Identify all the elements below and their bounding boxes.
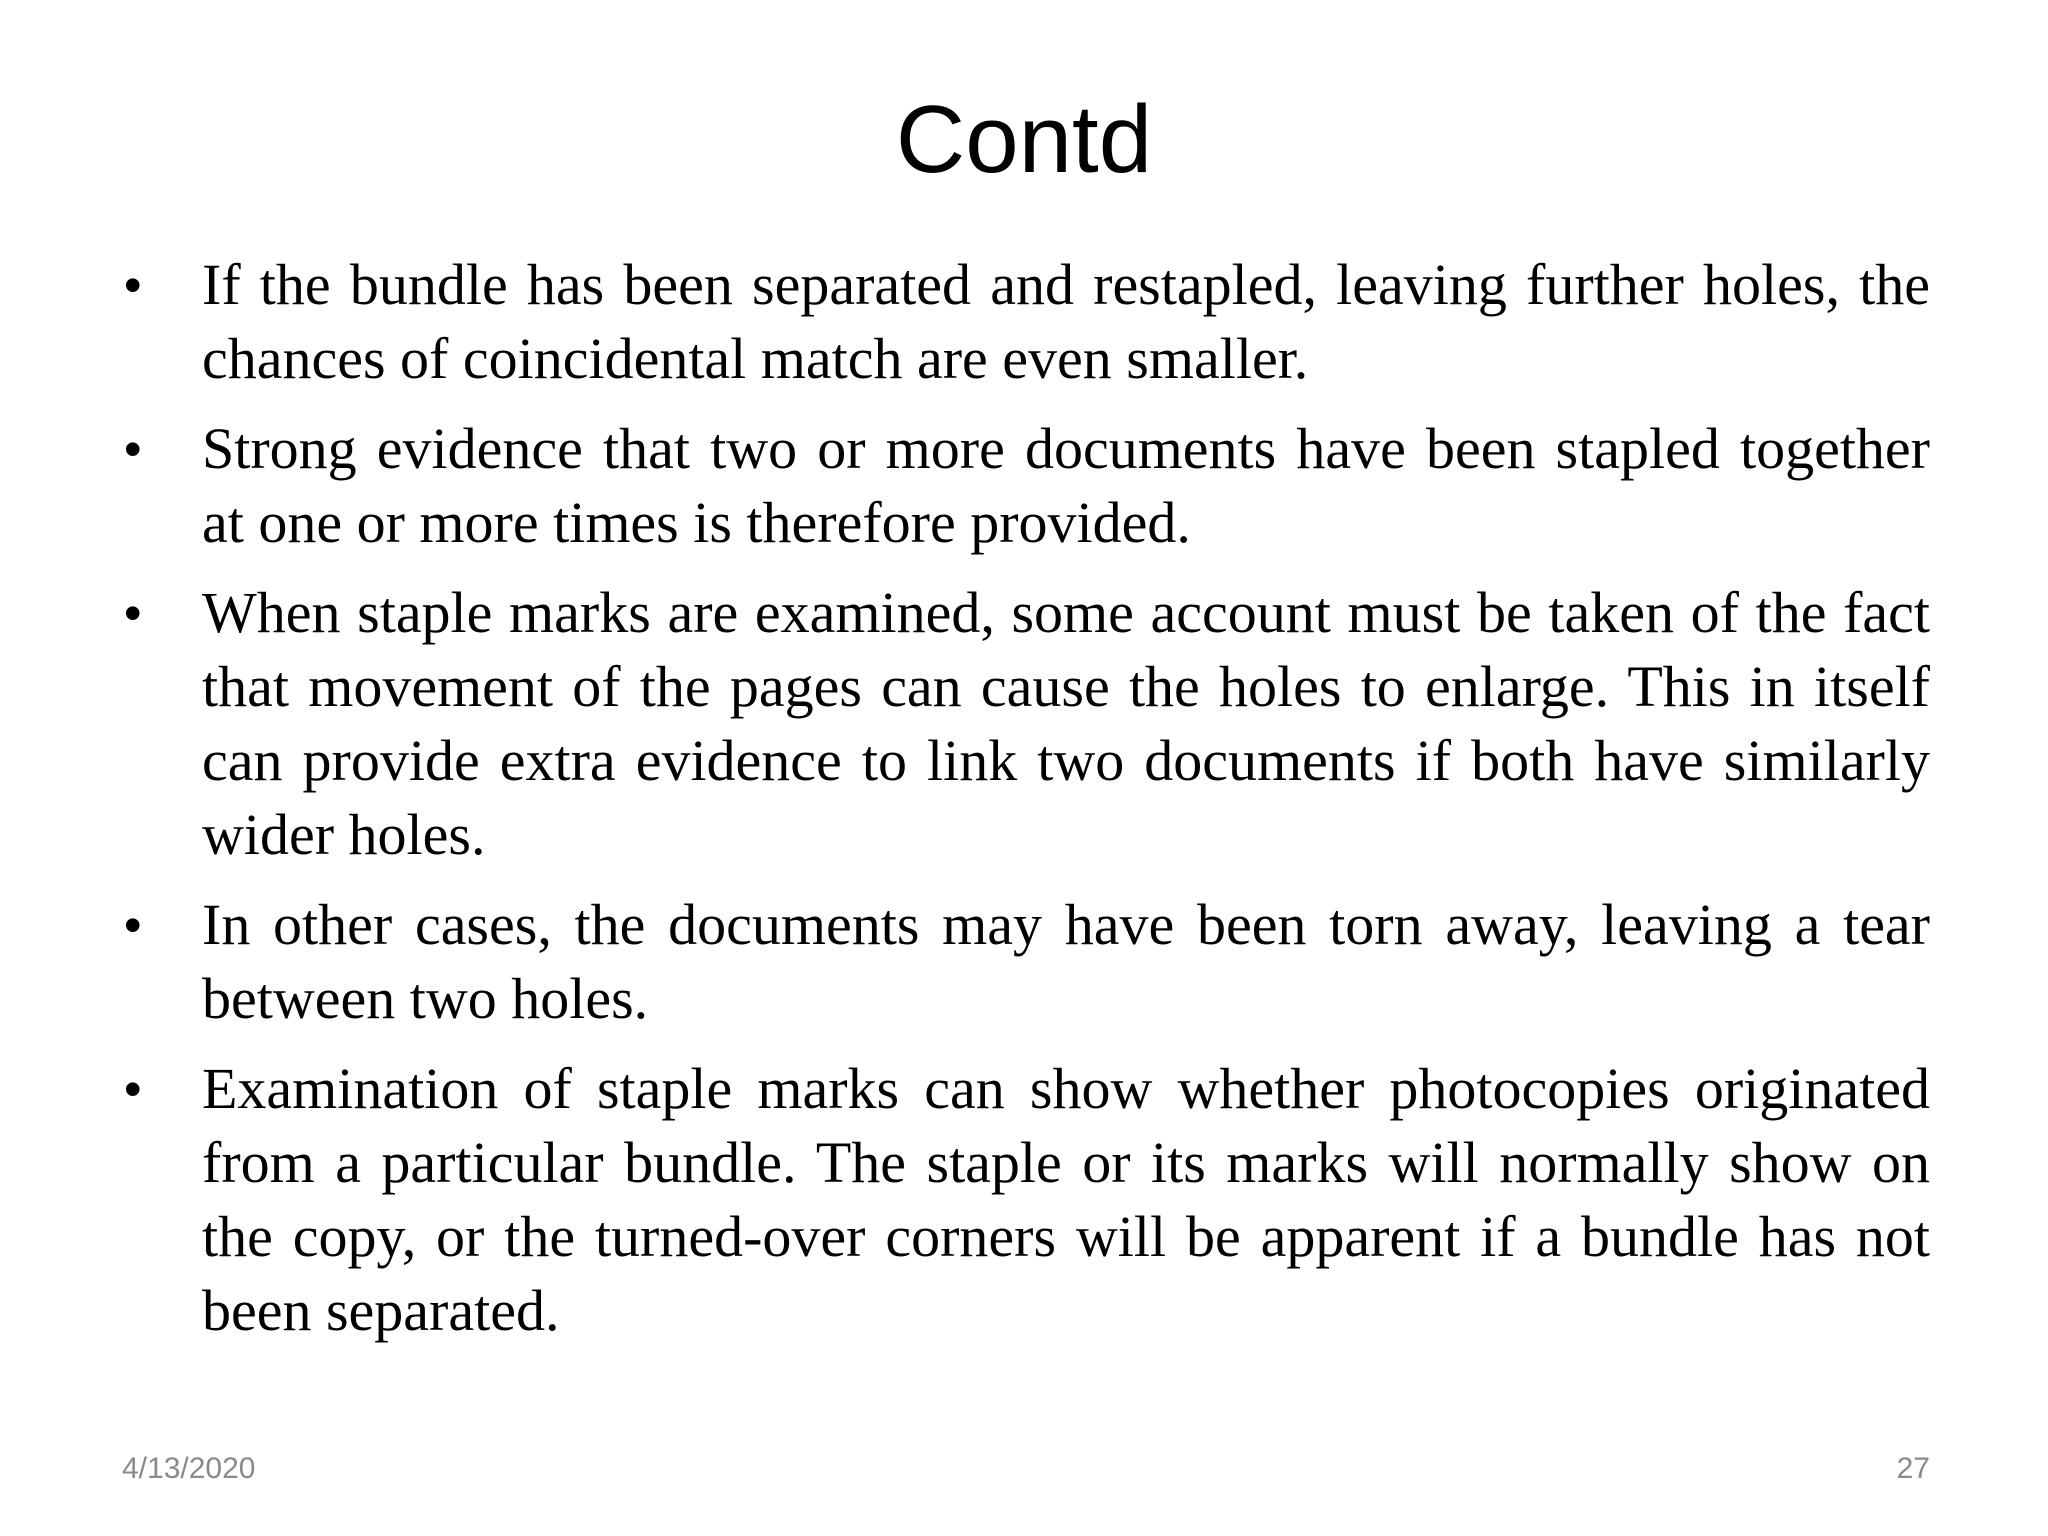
footer-page-number: 27 <box>1896 1452 1930 1485</box>
bullet-text: If the bundle has been separated and restapled, leaving further holes, the chances of coincidental match are even smaller. <box>202 252 1930 391</box>
bullet-item-3 <box>120 576 1930 872</box>
bullet-text: When staple marks are examined, some account must be taken of the fact that movement of the pages can cause the holes to enlarge. This in itself can provide extra evidence to link two documents if both have similarly wider holes. <box>202 580 1930 867</box>
bullet-icon: • <box>124 421 142 477</box>
bullet-item-1 <box>120 248 1930 396</box>
footer-date: 4/13/2020 <box>122 1452 256 1485</box>
slide-title: Contd <box>895 86 1153 193</box>
bullet-item-5 <box>120 1052 1930 1348</box>
bullet-text: Examination of staple marks can show whether photocopies originated from a particular bundle. The staple or its marks will normally show on the copy, or the turned-over corners will be apparent if a bundle has not been separated. <box>202 1056 1930 1343</box>
bullet-list <box>120 248 1930 1364</box>
bullet-item-2 <box>120 412 1930 560</box>
bullet-text: In other cases, the documents may have been torn away, leaving a tear between two holes. <box>202 892 1930 1031</box>
bullet-text: Strong evidence that two or more documents have been stapled together at one or more times is therefore provided. <box>202 416 1930 555</box>
bullet-icon: • <box>124 257 142 313</box>
bullet-icon: • <box>124 1061 142 1117</box>
bullet-icon: • <box>124 585 142 641</box>
bullet-item-4 <box>120 888 1930 1036</box>
bullet-icon: • <box>124 897 142 953</box>
